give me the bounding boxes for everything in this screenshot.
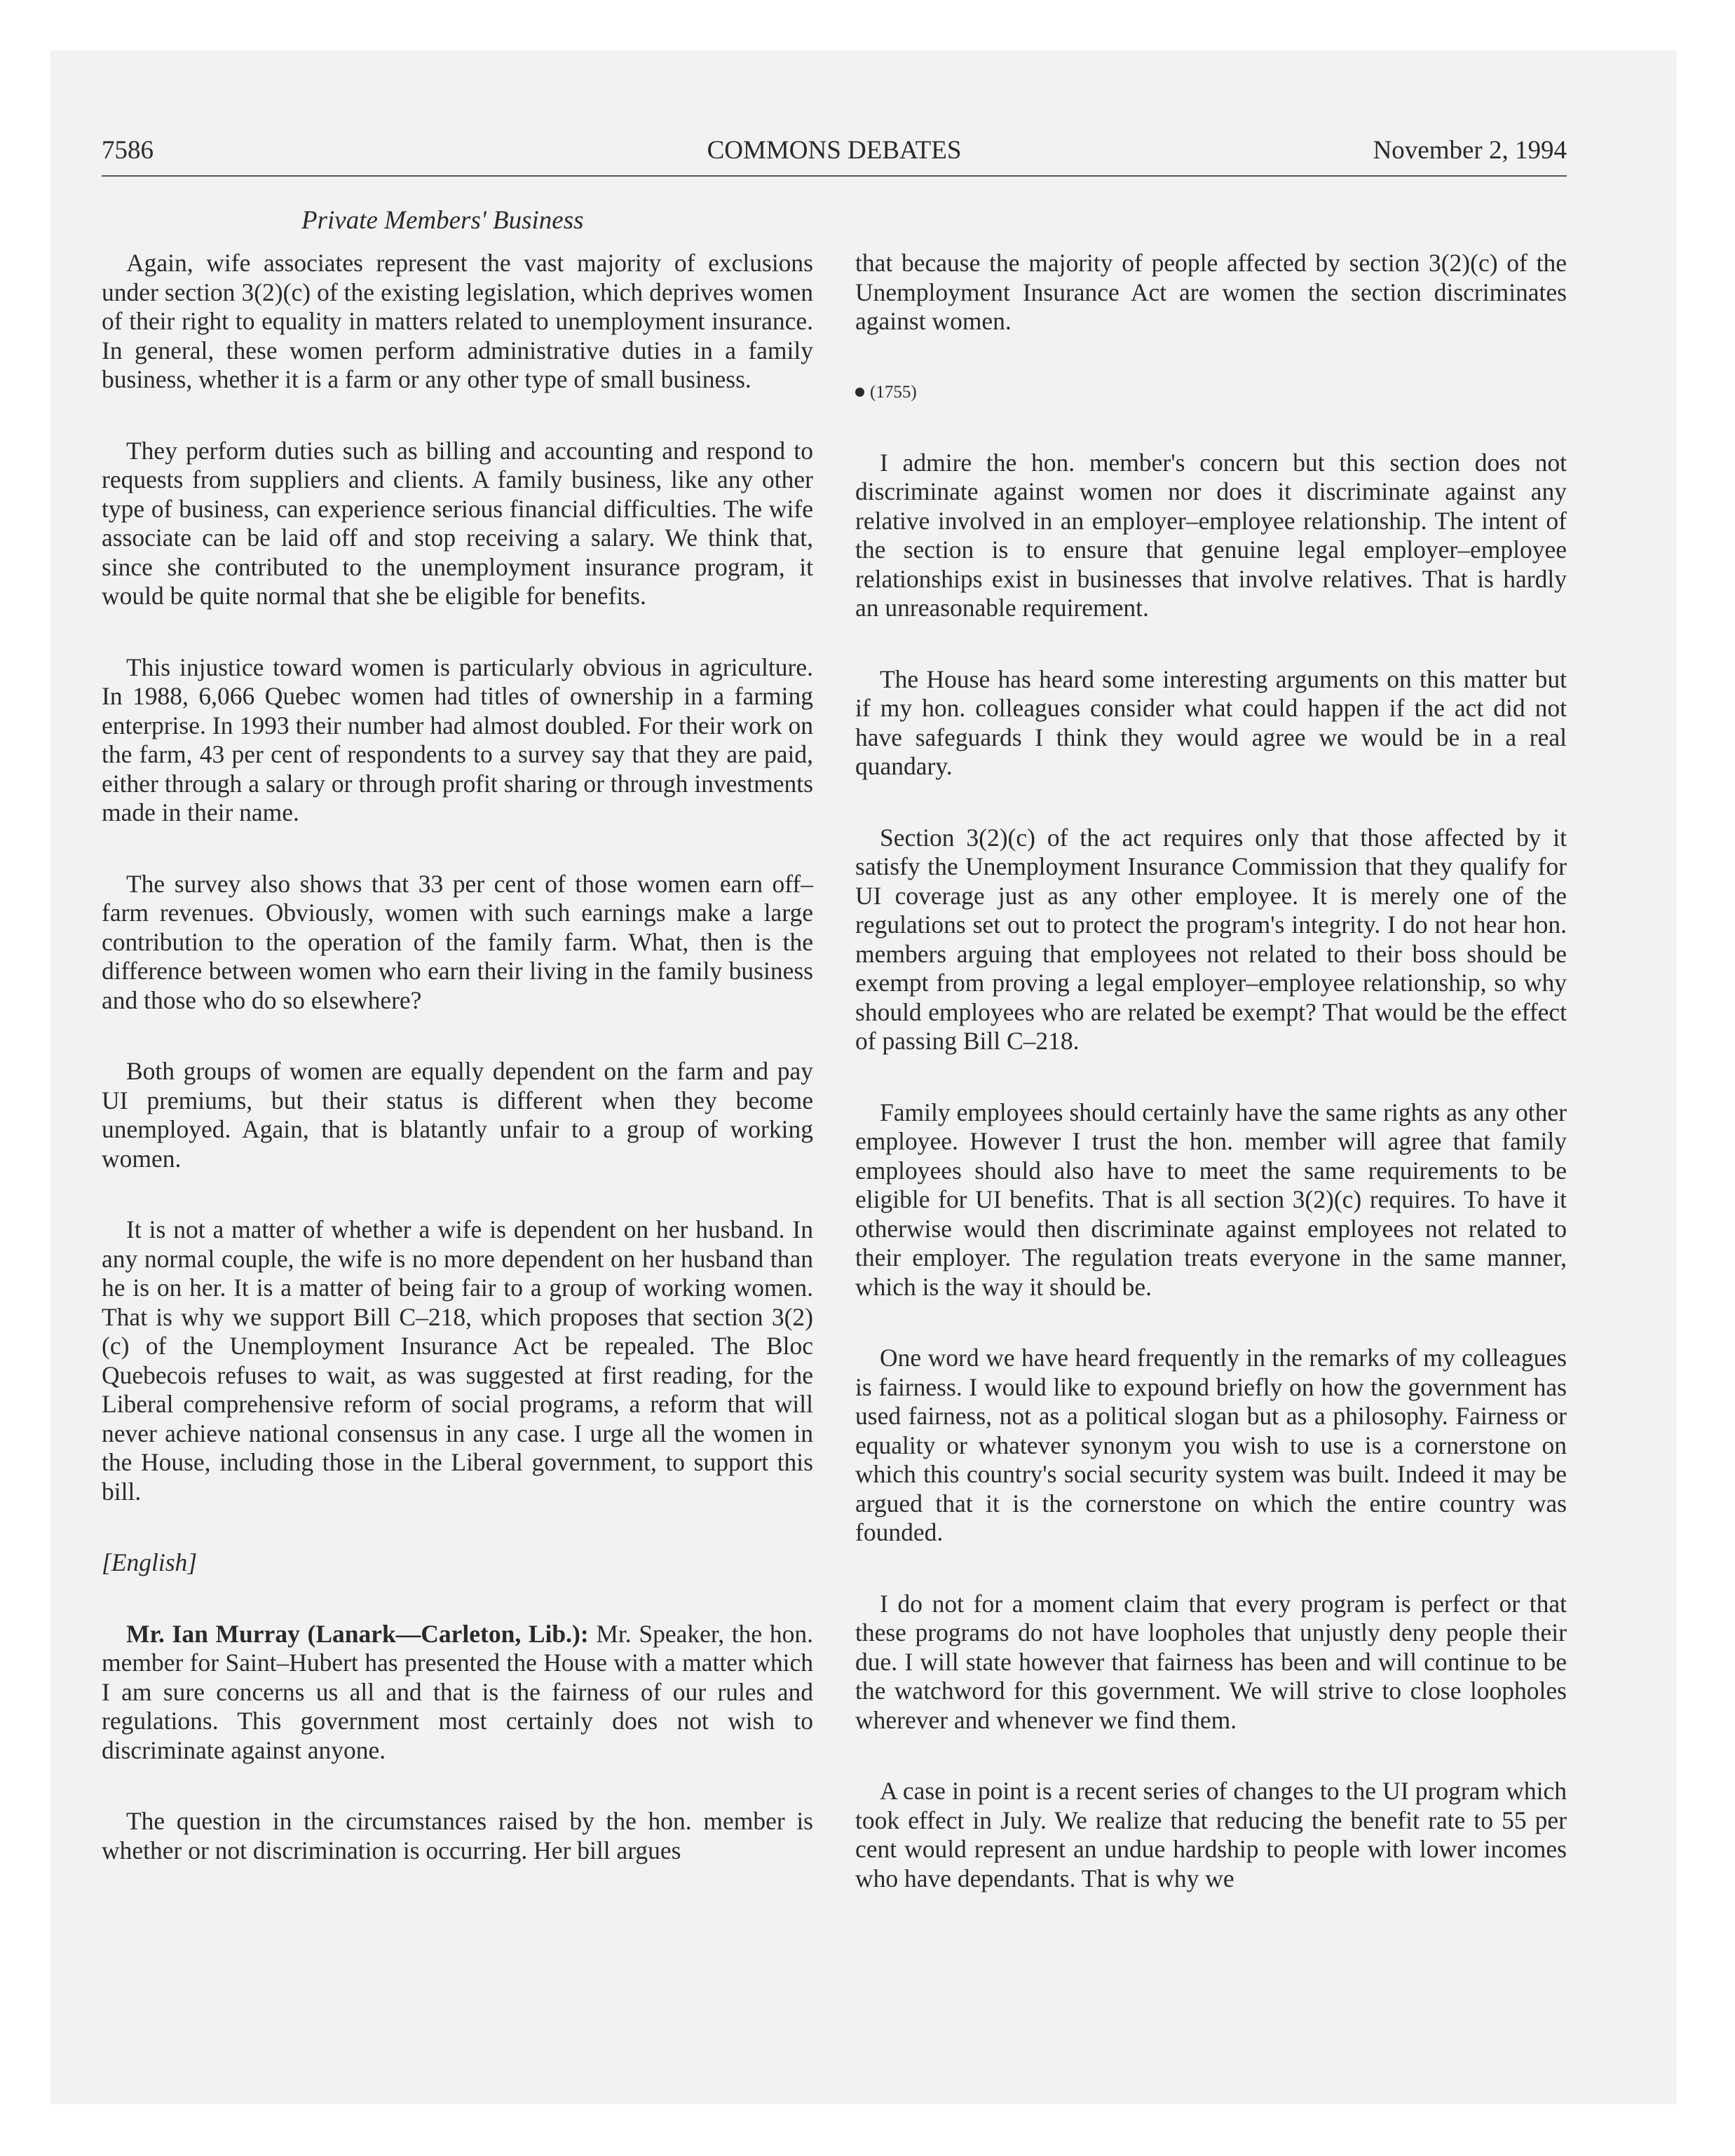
paragraph: Again, wife associates represent the vast majority of exclusions under section 3(2)(c) of the existing legislation, which deprives women of their right to equality in matters related to unemployment insurance. In general, these women perform administrative duties in a family business, whether it is a farm or any other type of small business. [102, 249, 813, 393]
paragraph: I do not for a moment claim that every program is perfect or that these programs do not have loopholes that unjustly deny people their due. I will state however that fairness has been and will continue to be the watchword for this government. We will strive to close loopholes wherever and whenever we find them. [855, 1589, 1567, 1734]
paragraph: The question in the circumstances raised by the hon. member is whether or not discrimination is occurring. Her bill argues [102, 1807, 813, 1864]
paragraph: This injustice toward women is particularly obvious in agriculture. In 1988, 6,066 Quebec women had titles of ownership in a farming enterprise. In 1993 their number had almost doubled. For their work on the farm, 43 per cent of respondents to a survey say that they are paid, either through a salary or through profit sharing or through investments made in their name. [102, 653, 813, 826]
paragraph: A case in point is a recent series of changes to the UI program which took effect in July. We realize that reducing the benefit rate to 55 per cent would represent an undue hardship to people with lower incomes who have dependants. That is why we [855, 1777, 1567, 1892]
paragraph: that because the majority of people affected by section 3(2)(c) of the Unemployment Insurance Act are women the section discriminates against women. [855, 249, 1567, 335]
paragraph: It is not a matter of whether a wife is dependent on her husband. In any normal couple, the wife is no more dependent on her husband than he is on her. It is a matter of being fair to a group of working women. That is why we support Bill C–218, which proposes that section 3(2)(c) of the Unemployment Insurance Act be repealed. The Bloc Quebecois refuses to wait, as was suggested at first reading, for the Liberal comprehensive reform of social programs, a reform that will never achieve national consensus in any case. I urge all the women in the House, including those in the Liberal government, to support this bill. [102, 1215, 813, 1506]
paragraph: The House has heard some interesting arguments on this matter but if my hon. colleagues consider what could happen if the act did not have safeguards I think they would agree we would be in a real quandary. [855, 664, 1567, 780]
paragraph: I admire the hon. member's concern but this section does not discriminate against women nor does it discriminate against any relative involved in an employer–employee relationship. The intent of the section is to ensure that genuine legal employer–employee relationships exist in businesses that involve relatives. That is hardly an unreasonable requirement. [855, 448, 1567, 622]
language-tag: [English] [102, 1548, 198, 1576]
speech-paragraph [102, 1620, 813, 1766]
time-marker [855, 378, 1567, 407]
section-title: Private Members' Business [301, 206, 584, 235]
publication-date: November 2, 1994 [1373, 136, 1567, 165]
paragraph: One word we have heard frequently in the remarks of my colleagues is fairness. I would like to expound briefly on how the government has used fairness, not as a political slogan but as a philosophy. Fairness or equality or whatever synonym you wish to use is a cornerstone on which this country's social security system was built. Indeed it may be argued that it is the cornerstone on which the entire country was founded. [855, 1344, 1567, 1546]
publication-title: COMMONS DEBATES [707, 136, 962, 165]
paragraph: Section 3(2)(c) of the act requires only that those affected by it satisfy the Unemployment Insurance Commission that they qualify for UI coverage just as any other employee. It is merely one of the regulations set out to protect the program's integrity. I do not hear hon. members arguing that employees not related to their boss should be exempt from proving a legal employer–employee relationship, so why should employees who are related be exempt? That would be the effect of passing Bill C–218. [855, 823, 1567, 1055]
paragraph: Both groups of women are equally dependent on the farm and pay UI premiums, but their status is different when they become unemployed. Again, that is blatantly unfair to a group of working women. [102, 1057, 813, 1173]
paragraph: They perform duties such as billing and accounting and respond to requests from suppliers and clients. A family business, like any other type of business, can experience serious financial difficulties. The wife associate can be laid off and stop receiving a salary. We think that, since she contributed to the unemployment insurance program, it would be quite normal that she be eligible for benefits. [102, 436, 813, 610]
page-number: 7586 [102, 136, 154, 165]
speaker-name: Mr. Ian Murray (Lanark—Carleton, Lib.): [126, 1619, 589, 1648]
speech-text: Mr. Speaker, the hon. member for Saint–Hubert has presented the House with a matter which I am sure concerns us all and that is the fairness of our rules and regulations. This government most certainly does not wish to discriminate against anyone. [102, 1619, 814, 1764]
header-rule [102, 175, 1567, 177]
bullet-icon [855, 388, 864, 397]
paragraph: Family employees should certainly have the same rights as any other employee. However I trust the hon. member will agree that family employees should also have to meet the same requirements to be eligible for UI benefits. That is all section 3(2)(c) requires. To have it otherwise would then discriminate against employees not related to their employer. The regulation treats everyone in the same manner, which is the way it should be. [855, 1098, 1567, 1301]
paragraph: The survey also shows that 33 per cent of those women earn off–farm revenues. Obviously, women with such earnings make a large contribution to the operation of the family farm. What, then is the difference between women who earn their living in the family business and those who do so elsewhere? [102, 869, 813, 1014]
left-column [102, 249, 813, 1907]
right-column [855, 249, 1567, 1935]
time-marker-text: (1755) [870, 382, 917, 402]
page-header [102, 130, 1567, 172]
